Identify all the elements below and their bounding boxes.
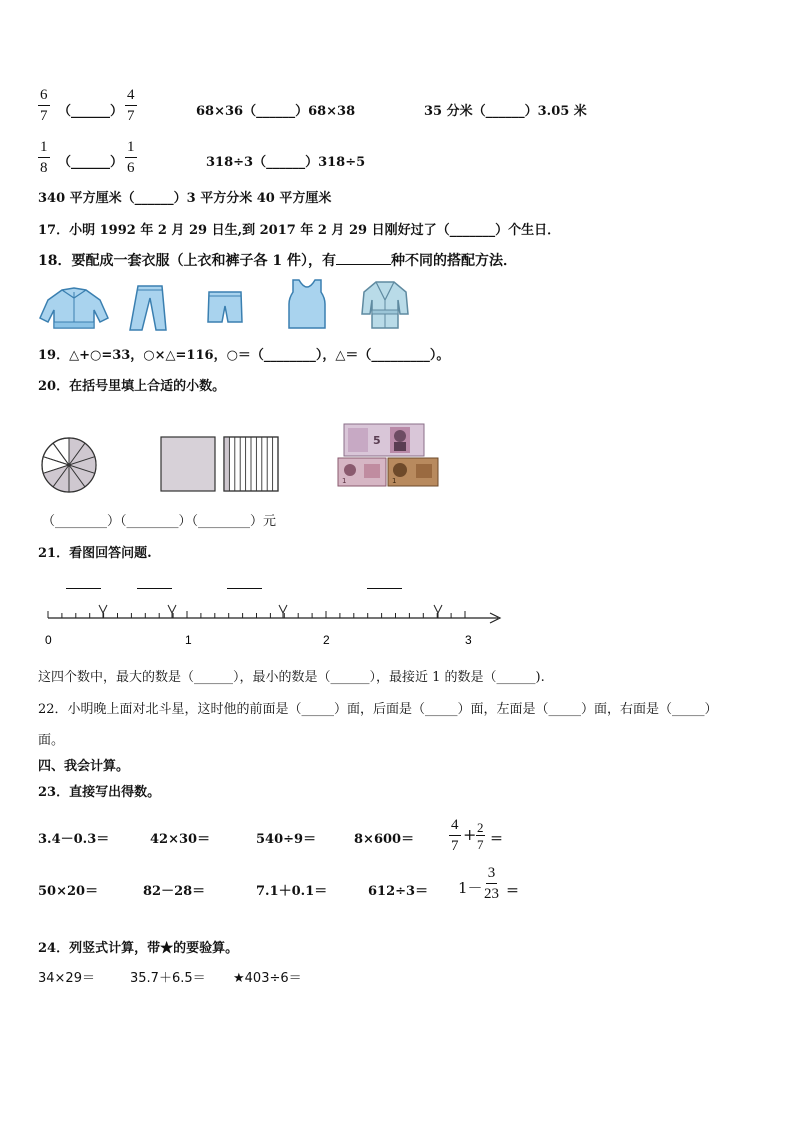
question-18-suffix: 种不同的搭配方法． xyxy=(390,253,517,269)
number-line-answer-blank[interactable] xyxy=(137,588,172,589)
axis-label-1: 1 xyxy=(185,633,192,647)
axis-label-3: 3 xyxy=(465,633,472,647)
answer-blank[interactable] xyxy=(336,252,391,265)
number-line xyxy=(40,600,510,650)
calc-item[interactable]: 82－28＝ xyxy=(143,884,206,899)
fraction-1-8: $\frac{1}{8}$ xyxy=(40,139,48,176)
calc-item[interactable]: 7.1＋0.1＝ xyxy=(256,884,328,899)
compare-area[interactable]: 340 平方厘米（______）3 平方分米 40 平方厘米 xyxy=(38,191,332,206)
question-22-line1[interactable]: 22．小明晚上面对北斗星，这时他的前面是（_____）面，后面是（_____）面，左面是（_____）面，右面是（_____） xyxy=(38,702,718,717)
compare-division[interactable]: 318÷3（______）318÷5 xyxy=(206,155,366,170)
shaded-square-figure xyxy=(160,436,216,492)
jacket-icon xyxy=(38,286,110,332)
compare-blank[interactable]: （______） xyxy=(58,155,124,170)
axis-label-2: 2 xyxy=(323,633,330,647)
banknotes-figure xyxy=(338,424,440,488)
calc-item[interactable]: 50×20＝ xyxy=(38,884,99,899)
shorts-icon xyxy=(206,290,244,326)
calc-item[interactable]: 3.4－0.3＝ xyxy=(38,832,110,847)
question-22-line2: 面。 xyxy=(38,733,65,748)
calc-item[interactable]: 8×600＝ xyxy=(354,832,415,847)
vest-icon xyxy=(287,278,327,330)
coat-icon xyxy=(360,280,410,330)
fraction-3-23: $\frac{3}{23}$ xyxy=(484,865,499,902)
banknote-2-label: 1 xyxy=(392,477,397,485)
calc-item[interactable]: 540÷9＝ xyxy=(256,832,317,847)
equals-sign[interactable]: ＝ xyxy=(490,832,504,847)
compare-multiplication[interactable]: 68×36（______）68×38 xyxy=(196,104,356,119)
question-18-prefix: 18．要配成一套衣服（上衣和裤子各 1 件），有 xyxy=(38,253,336,269)
equals-sign[interactable]: ＝ xyxy=(506,884,520,899)
circle-ten-parts-figure xyxy=(40,436,98,494)
calc-fraction-lead: 1－ xyxy=(458,879,483,897)
section-heading: 四、我会计算。 xyxy=(38,759,130,774)
fraction-1-6: $\frac{1}{6}$ xyxy=(127,139,135,176)
compare-blank[interactable]: （______） xyxy=(58,104,124,119)
compare-distance[interactable]: 35 分米（______）3.05 米 xyxy=(424,104,587,119)
question-20: 20．在括号里填上合适的小数。 xyxy=(38,379,226,394)
calc-item[interactable]: 42×30＝ xyxy=(150,832,211,847)
question-21: 21．看图回答问题. xyxy=(38,546,152,561)
question-17[interactable]: 17．小明 1992 年 2 月 29 日生,到 2017 年 2 月 29 日刚好过了（_______）个生日． xyxy=(38,223,561,238)
fraction-6-7: $\frac{6}{7}$ xyxy=(40,87,48,124)
question-21-prompt[interactable]: 这四个数中，最大的数是（______），最小的数是（______），最接近 1 的数是（______). xyxy=(38,670,545,685)
banknote-1-label: 1 xyxy=(342,477,347,485)
vertical-calc-item[interactable]: ★403÷6＝ xyxy=(233,971,302,986)
fraction-4-7: $\frac{4}{7}$ xyxy=(127,87,135,124)
axis-label-0: 0 xyxy=(45,633,52,647)
trousers-icon xyxy=(128,284,168,332)
banknote-5-label: 5 xyxy=(373,434,381,447)
vertical-calc-item[interactable]: 35.7＋6.5＝ xyxy=(130,971,206,986)
question-19[interactable]: 19．△+○=33，○×△=116，○＝（________），△＝（_________）。 xyxy=(38,348,450,363)
fraction-2-7: $\frac{2}{7}$ xyxy=(477,820,484,852)
fraction-4-7: $\frac{4}{7}$ xyxy=(451,817,459,854)
question-23: 23．直接写出得数。 xyxy=(38,785,161,800)
number-line-answer-blank[interactable] xyxy=(66,588,101,589)
question-18 xyxy=(38,250,517,270)
calc-item[interactable]: 612÷3＝ xyxy=(368,884,429,899)
number-line-answer-blank[interactable] xyxy=(227,588,262,589)
square-tenths-figure xyxy=(223,436,279,492)
question-20-blanks[interactable]: （________）（________）（________）元 xyxy=(42,514,277,529)
number-line-answer-blank[interactable] xyxy=(367,588,402,589)
question-24: 24．列竖式计算，带★的要验算。 xyxy=(38,941,239,956)
vertical-calc-item[interactable]: 34×29＝ xyxy=(38,971,95,986)
plus-sign: + xyxy=(463,825,477,844)
